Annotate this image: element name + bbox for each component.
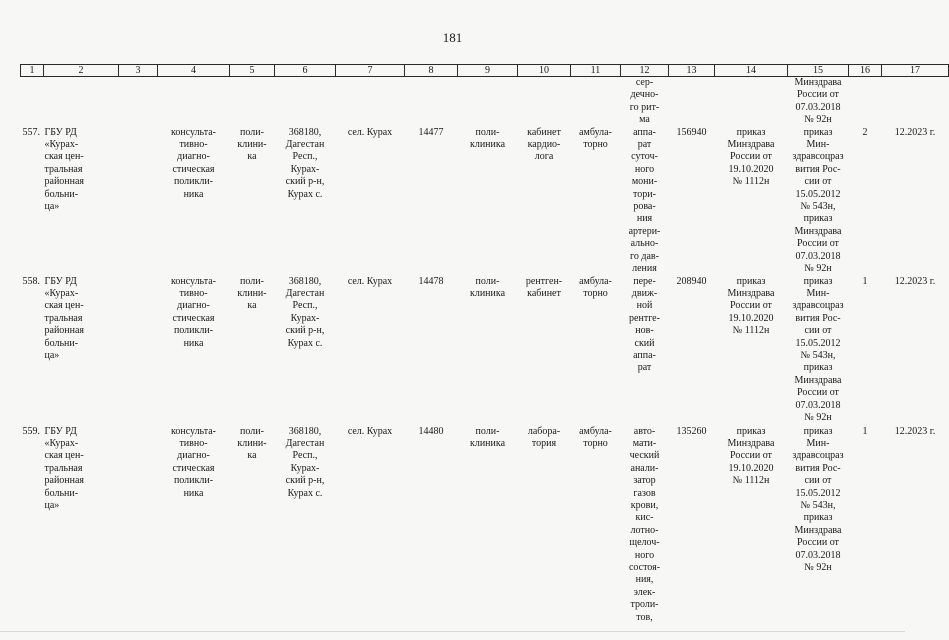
equipment-code: 208940	[676, 275, 707, 287]
department: кабинет кардио- лога	[527, 126, 561, 163]
care-mode: амбула- торно	[579, 126, 612, 151]
scan-edge	[0, 631, 905, 632]
organization-name: ГБУ РД «Курах- ская цен- тральная районная больни- ца»	[44, 126, 85, 213]
equipment-register-table	[20, 64, 949, 626]
table-row	[21, 426, 949, 626]
settlement: сел. Курах	[347, 126, 393, 138]
table-cell	[119, 276, 158, 426]
organization-name: ГБУ РД «Курах- ская цен- тральная районная больни- ца»	[44, 425, 85, 511]
code: 14477	[418, 126, 444, 138]
table-cell	[715, 77, 788, 127]
row-number: 557.	[22, 126, 40, 138]
column-header: 11	[571, 65, 621, 77]
standard-reference: приказ Мин- здравсоцраз вития Рос- сии от 15.05.2012 № 543н, приказ Минздрава России от 07.03.2018 № 92н	[792, 425, 844, 573]
column-header: 12	[621, 65, 669, 77]
address: 368180, Дагестан Респ., Курах- ский р-н, Курах с.	[285, 275, 325, 349]
table-cell: поли- клиника	[469, 126, 506, 151]
column-header: 3	[119, 65, 158, 77]
quantity: 2	[862, 126, 868, 138]
quantity: 1	[862, 425, 868, 437]
due-date: 12.2023 г.	[894, 425, 936, 437]
page-number: 181	[442, 30, 463, 45]
equipment-name: аппа- рат суточ- ного мони- тори- рова- ния артери- ально- го дав- ления	[628, 126, 661, 275]
equipment-code: 135260	[676, 425, 707, 437]
code: 14478	[418, 275, 444, 287]
column-number-header	[21, 65, 949, 77]
table-cell: поли- клиника	[469, 275, 506, 299]
due-date: 12.2023 г.	[894, 126, 936, 138]
settlement: сел. Курах	[347, 275, 393, 287]
table-cell	[119, 77, 158, 127]
table-cell	[882, 77, 949, 127]
table-cell	[405, 77, 458, 127]
table-row	[21, 276, 949, 426]
continuation-row	[21, 77, 949, 127]
table-cell: поли- клиника	[469, 425, 506, 449]
table-cell: поли- клини- ка	[237, 425, 267, 462]
facility-type: консульта- тивно- диагно- стическая поликли- ника	[171, 425, 216, 499]
column-header: 16	[849, 65, 882, 77]
table-cell	[44, 77, 119, 127]
table-cell	[458, 77, 518, 127]
column-header: 1	[21, 65, 44, 77]
table-cell	[21, 77, 44, 127]
care-mode: амбула- торно	[579, 425, 612, 449]
organization-name: ГБУ РД «Курах- ская цен- тральная районная больни- ца»	[44, 275, 85, 361]
settlement: сел. Курах	[347, 425, 393, 437]
table-cell	[336, 77, 405, 127]
equipment-name: авто- мати- ческий анали- затор газов крови, кис- лотно- щелоч- ного состоя- ния, элек- троли- тов,	[628, 425, 661, 623]
order-reference: приказ Минздрава России от 19.10.2020 № 1112н	[727, 425, 775, 487]
column-header: 17	[882, 65, 949, 77]
equipment-code: 156940	[676, 126, 707, 138]
order-reference: приказ Минздрава России от 19.10.2020 № 1112н	[727, 275, 775, 337]
quantity: 1	[862, 275, 868, 287]
table-cell	[158, 77, 230, 127]
table-cell	[230, 77, 275, 127]
due-date: 12.2023 г.	[894, 275, 936, 287]
department: рентген- кабинет	[525, 275, 563, 299]
table-cell	[669, 77, 715, 127]
column-header: 2	[44, 65, 119, 77]
department: лабора- тория	[527, 425, 561, 449]
table-cell	[518, 77, 571, 127]
code: 14480	[418, 425, 444, 437]
column-header: 10	[518, 65, 571, 77]
column-header: 14	[715, 65, 788, 77]
table-cell	[119, 426, 158, 626]
column-header: 13	[669, 65, 715, 77]
table-cell	[571, 77, 621, 127]
column-header: 5	[230, 65, 275, 77]
standard-reference: приказ Мин- здравсоцраз вития Рос- сии от 15.05.2012 № 543н, приказ Минздрава России от 07.03.2018 № 92н	[792, 275, 844, 423]
table-cell	[849, 77, 882, 127]
row-number: 559.	[22, 425, 40, 437]
standard-reference: приказ Мин- здравсоцраз вития Рос- сии от 15.05.2012 № 543н, приказ Минздрава России от 07.03.2018 № 92н	[792, 126, 844, 275]
table-cell: сер- дечно- го рит- ма	[629, 77, 660, 126]
facility-type: консульта- тивно- диагно- стическая поликли- ника	[171, 126, 216, 200]
address: 368180, Дагестан Респ., Курах- ский р-н, Курах с.	[285, 126, 325, 200]
care-mode: амбула- торно	[579, 275, 612, 299]
column-header: 6	[275, 65, 336, 77]
column-header: 7	[336, 65, 405, 77]
table-row	[21, 127, 949, 276]
table-cell	[119, 127, 158, 276]
table-cell	[275, 77, 336, 127]
order-reference: приказ Минздрава России от 19.10.2020 № 1112н	[727, 126, 775, 188]
equipment-name: пере- движ- ной рентге- нов- ский аппа- рат	[629, 275, 660, 374]
facility-type: консульта- тивно- диагно- стическая поликли- ника	[171, 275, 216, 349]
column-header: 9	[458, 65, 518, 77]
column-header: 8	[405, 65, 458, 77]
row-number: 558.	[22, 275, 40, 287]
address: 368180, Дагестан Респ., Курах- ский р-н, Курах с.	[285, 425, 325, 499]
column-header: 15	[788, 65, 849, 77]
table-cell: поли- клини- ка	[237, 126, 267, 163]
table-cell: Минздрава России от 07.03.2018 № 92н	[794, 77, 842, 126]
table-cell: поли- клини- ка	[237, 275, 267, 312]
column-header: 4	[158, 65, 230, 77]
